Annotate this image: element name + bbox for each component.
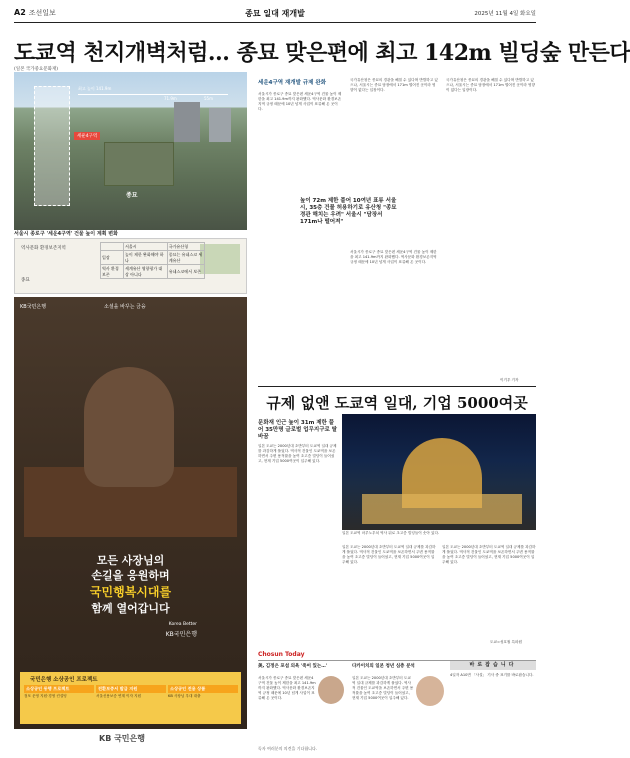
ad-brand: KB국민은행 [20,304,47,310]
height-line [78,94,228,95]
ad-line: 모든 사장님의 [96,554,165,567]
paper-logo: 조선일보 [28,9,56,17]
map-label: 역사문화 환경보존지역 [21,246,66,251]
jongmyo-label: 종묘 [126,192,138,199]
corrections-body: 4일자 A10면 「사설」 기사 중 표기를 바로잡습니다. [450,673,534,677]
bottom-story-title: 다카이치의 일본 청년 심층 분석 [352,664,415,669]
page-footer: 독자 여러분의 의견을 기다립니다. [258,746,318,751]
pull-quote: 높이 72m 제한 풀어 10여년 표류 서울시, 35층 건물 허용하기로 유산청 "종묘 경관 해치는 우려" 서울시 "담장서 171m나 떨어져" [300,198,397,225]
artisan-figure [84,367,174,487]
ad-line-highlight: 국민행복시대를 [89,585,172,599]
photo-credit: (일본 국가중요문화재) [14,67,59,72]
section-title: 종묘 일대 재개발 [245,9,305,18]
article2-headline: 규제 없앤 도쿄역 일대, 기업 5000여곳 [266,394,528,412]
article2-column: 일본 도쿄는 2000년대 초반부터 도쿄역 일대 규제를 과감하게 풀었다. 역사적 건물인 도쿄역을 보존하면서 주변 용적률을 높여 초고층 빌딩이 들어섰고, 현재 기업 5000여곳이 입주해 있다. [258,444,337,463]
tower-label: 세운4구역 [74,132,100,140]
header-rule [14,22,536,23]
ad-footer: KB 국민은행 [14,729,247,749]
photo-caption: 일본 도쿄역 마루노우치 역사 뒤로 초고층 빌딩들이 솟아 있다. [342,531,440,535]
height-a: 최고 높이 141.9m [78,86,112,91]
aerial-photo [14,72,247,230]
portrait-photo [318,676,344,704]
article-kicker: 세운4구역 재개발 규제 완화 [258,80,327,86]
ad-line: 손길을 응원하며 [91,569,170,582]
map-inset [200,244,240,274]
map-caption: 서울시 종로구 '세운4구역' 건물 높이 계획 변화 [14,231,118,237]
bottom-story-body: 서울시가 종로구 종묘 맞은편 세운4구역 건물 높이 제한을 최고 141.9m까지 완화했다. 역사문화 환경보존지역 규정 때문에 10년 넘게 사업이 표류해 온 곳이다. [258,676,316,700]
program-item: 소상공인 동행 프로젝트 점포 운영 지원·경영 컨설팅 [24,685,94,699]
map-label: 종묘 [21,278,30,283]
height-c: 55m [204,96,213,101]
ad-slogan: Korea Better [168,622,197,627]
byline: 이기우 기자 [500,378,519,382]
page-number: A2 조선일보 [14,8,56,17]
main-headline: 도쿄역 천지개벽처럼… 종묘 맞은편에 최고 142m 빌딩숲 만든다 [14,40,630,66]
background-building [209,108,231,142]
station-facade [362,494,522,524]
comparison-table: 서울시 국가유산청 입장 높이 제한 완화해야 하나 종묘는 유네스코 세계유산 역사 환경 보존 세계유산 영향평가 대상 아니다 유네스코에서 보존 [100,242,205,279]
tokyo-station-photo [342,414,536,530]
byline: 도쿄=성호철 특파원 [490,640,522,644]
corrections-header: 바로잡습니다 [450,661,536,670]
kb-advertisement [14,297,247,749]
article2-column: 일본 도쿄는 2000년대 초반부터 도쿄역 일대 규제를 과감하게 풀었다. 역사적 건물인 도쿄역을 보존하면서 주변 용적률을 높여 초고층 빌딩이 들어섰고, 현재 기업 5000여곳이 입주해 있다. [342,545,436,564]
portrait-photo [416,676,444,706]
jongmyo-shrine [104,142,174,186]
ad-bank-name: KB국민은행 [165,631,197,638]
article-column: 국가유산청은 종묘의 경관을 해칠 수 있다며 반발하고 있으나, 서울시는 종묘 담장에서 171m 떨어진 곳이라 영향이 없다는 입장이다. [350,78,438,92]
article-column: 서울시가 종로구 종묘 맞은편 세운4구역 건물 높이 제한을 최고 141.9m까지 완화했다. 역사문화 환경보존지역 규정 때문에 10년 넘게 사업이 표류해 온 곳이다. [350,250,437,264]
ad-line: 함께 열어갑니다 [91,602,170,615]
height-b: 71.9m [164,96,177,101]
ad-tagline: 소셜을 바꾸는 금융 [104,304,146,310]
program-item: 소상공인 전용 상품 KB 사장님 우대 대출 [168,685,238,699]
bottom-story-body: 일본 도쿄는 2000년대 초반부터 도쿄역 일대 규제를 과감하게 풀었다. 역사적 건물인 도쿄역을 보존하면서 주변 용적률을 높여 초고층 빌딩이 들어섰고, 현재 기업 5000여곳이 입주해 있다. [352,676,414,700]
article2-column: 일본 도쿄는 2000년대 초반부터 도쿄역 일대 규제를 과감하게 풀었다. 역사적 건물인 도쿄역을 보존하면서 주변 용적률을 높여 초고층 빌딩이 들어섰고, 현재 기업 5000여곳이 입주해 있다. [442,545,536,564]
program-box [20,672,241,724]
bottom-story-title: 美, 김정은 포섭 의욕 '죽어 있는…' [258,664,328,669]
section-rule [258,386,536,387]
chosun-today-label: Chosun Today [258,651,305,658]
background-building [174,102,200,142]
program-item: 전환보증서 발급 지원 서울신용보증 연계 이자 지원 [96,685,166,699]
issue-date: 2025년 11월 4일 화요일 [474,11,536,17]
program-title: 국민은행 소상공인 프로젝트 [30,677,98,683]
article2-sub: 문화재 인근 높이 31m 제한 풀어 35만명 글로벌 업무지구로 탈바꿈 [258,420,338,440]
article-column: 국가유산청은 종묘의 경관을 해칠 수 있다며 반발하고 있으나, 서울시는 종묘 담장에서 171m 떨어진 곳이라 영향이 없다는 입장이다. [446,78,535,92]
article-column: 서울시가 종로구 종묘 맞은편 세운4구역 건물 높이 제한을 최고 141.9m까지 완화했다. 역사문화 환경보존지역 규정 때문에 10년 넘게 사업이 표류해 온 곳이다. [258,92,342,111]
tower-outline [34,86,70,206]
